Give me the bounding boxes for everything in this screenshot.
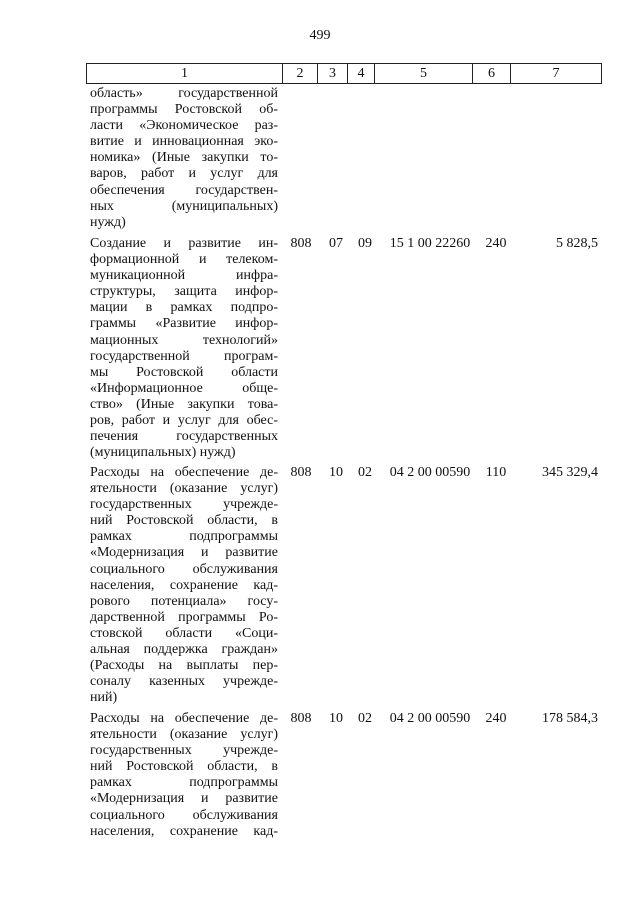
- header-col-3: 3: [317, 64, 347, 83]
- cell-cs: 04 2 00 00590: [389, 711, 471, 726]
- header-col-1: 1: [181, 66, 188, 81]
- description-line: нужд): [90, 214, 126, 230]
- description-line: рового потенциала» госу-: [90, 593, 278, 609]
- cell-sum: 345 329,4: [542, 465, 598, 480]
- description-line: Создание и развитие ин-: [90, 236, 278, 251]
- cell-rz: 10: [329, 711, 343, 726]
- description-line: варов, работ и услуг для: [90, 166, 278, 182]
- description-line: номика» (Иные закупки то-: [90, 150, 278, 166]
- description-line: социального обслуживания: [90, 561, 278, 577]
- cell-pr: 09: [358, 236, 372, 251]
- description-line: соналу казенных учрежде-: [90, 674, 278, 690]
- description-line: ласти «Экономическое раз-: [90, 118, 278, 134]
- cell-vr: 240: [485, 711, 507, 726]
- cell-gr: 808: [290, 465, 312, 480]
- cell-sum: 178 584,3: [542, 711, 598, 726]
- cell-cs: 04 2 00 00590: [389, 465, 471, 480]
- description-line: обеспечения государствен-: [90, 182, 278, 198]
- description-line: формационной и телеком-: [90, 252, 278, 268]
- description-line: ятельности (оказание услуг): [90, 727, 278, 743]
- description-line: населения, сохранение кад-: [90, 577, 278, 593]
- description-line: ство» (Иные закупки това-: [90, 396, 278, 412]
- description-line: (Расходы на выплаты пер-: [90, 658, 278, 674]
- description-line: печения государственных: [90, 429, 278, 445]
- description-line: ных (муниципальных): [90, 198, 278, 214]
- description-line: ний Ростовской области, в: [90, 759, 278, 775]
- cell-pr: 02: [358, 465, 372, 480]
- description-line: альная поддержка граждан»: [90, 642, 278, 658]
- row-description: [90, 86, 278, 231]
- cell-pr: 02: [358, 711, 372, 726]
- cell-vr: 110: [485, 465, 507, 480]
- description-line: социального обслуживания: [90, 807, 278, 823]
- cell-gr: 808: [290, 236, 312, 251]
- description-line: мы Ростовской области: [90, 364, 278, 380]
- description-line: «Информационное обще-: [90, 380, 278, 396]
- description-line: «Модернизация и развитие: [90, 791, 278, 807]
- description-line: ний Ростовской области, в: [90, 513, 278, 529]
- row-description: [90, 236, 278, 461]
- description-line: граммы «Развитие инфор-: [90, 316, 278, 332]
- description-line: (муниципальных) нужд): [90, 445, 236, 461]
- description-line: стовской области «Соци-: [90, 625, 278, 641]
- description-line: муникационной инфра-: [90, 268, 278, 284]
- description-line: рамках подпрограммы: [90, 775, 278, 791]
- description-line: витие и инновационная эко-: [90, 134, 278, 150]
- header-col-7: 7: [510, 64, 601, 83]
- description-line: мации в рамках подпро-: [90, 300, 278, 316]
- header-col-5: 5: [374, 64, 472, 83]
- description-line: «Модернизация и развитие: [90, 545, 278, 561]
- cell-cs: 15 1 00 22260: [389, 236, 471, 251]
- cell-vr: 240: [485, 236, 507, 251]
- description-line: государственных учрежде-: [90, 497, 278, 513]
- header-col-4: 4: [347, 64, 374, 83]
- row-description: [90, 465, 278, 706]
- cell-sum: 5 828,5: [556, 236, 598, 251]
- description-line: ний): [90, 690, 118, 706]
- description-line: дарственной программы Ро-: [90, 609, 278, 625]
- cell-rz: 10: [329, 465, 343, 480]
- row-description: [90, 711, 278, 840]
- table-header: [86, 63, 602, 84]
- description-line: Расходы на обеспечение де-: [90, 465, 278, 480]
- description-line: населения, сохранение кад-: [90, 823, 278, 839]
- description-line: государственной програм-: [90, 348, 278, 364]
- description-line: рамках подпрограммы: [90, 529, 278, 545]
- description-line: область» государственной: [90, 86, 278, 101]
- description-line: государственных учрежде-: [90, 743, 278, 759]
- header-col-6: 6: [472, 64, 510, 83]
- description-line: мационных технологий»: [90, 332, 278, 348]
- page-number: 499: [309, 28, 331, 43]
- header-col-2: 2: [282, 64, 317, 83]
- description-line: Расходы на обеспечение де-: [90, 711, 278, 726]
- cell-rz: 07: [329, 236, 343, 251]
- description-line: структуры, защита инфор-: [90, 284, 278, 300]
- description-line: ров, работ и услуг для обес-: [90, 413, 278, 429]
- description-line: программы Ростовской об-: [90, 102, 278, 118]
- cell-gr: 808: [290, 711, 312, 726]
- description-line: ятельности (оказание услуг): [90, 481, 278, 497]
